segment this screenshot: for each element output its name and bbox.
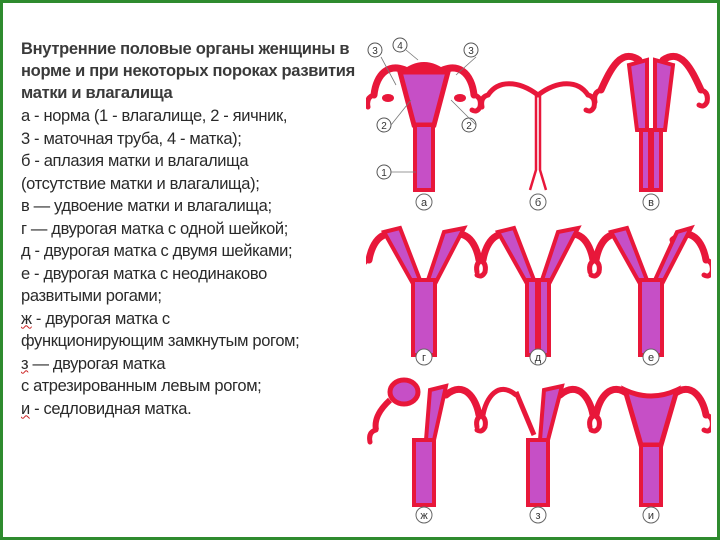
panel-label <box>643 349 659 365</box>
uterus <box>540 386 562 440</box>
uterus-horn-right <box>655 228 691 282</box>
ovary <box>477 415 483 427</box>
ovary <box>454 94 466 102</box>
vagina-aplasia <box>530 95 546 190</box>
panel-i <box>590 389 711 505</box>
legend-line: б - аплазия матки и влагалища <box>21 152 249 170</box>
uterus-saddle <box>625 390 677 445</box>
ovary <box>366 260 369 272</box>
panel-zh <box>370 380 486 505</box>
uterus <box>426 386 446 440</box>
fallopian-tube <box>560 389 593 415</box>
panel-label-letter: г <box>421 352 427 364</box>
panel-v <box>595 56 708 190</box>
callout-marker <box>377 165 391 179</box>
callout-number: 4 <box>397 41 403 52</box>
vagina <box>528 440 548 505</box>
panel-label <box>530 507 546 523</box>
callout-marker <box>464 43 478 57</box>
uterus-horn-left <box>611 228 647 282</box>
ovary <box>477 260 483 272</box>
vagina <box>413 280 435 355</box>
panel-b <box>482 84 595 190</box>
fallopian-tube <box>376 400 390 430</box>
panel-label-letter: е <box>647 352 655 364</box>
callout-number: 2 <box>466 121 472 132</box>
panel-label-letter: а <box>420 197 428 209</box>
legend-line: г — двурогая матка с одной шейкой; <box>21 219 289 238</box>
callout-marker <box>368 43 382 57</box>
uterus-horn-left <box>498 228 534 282</box>
panel-label <box>416 194 432 210</box>
legend-line: и - седловидная матка. <box>21 399 192 418</box>
uterus-left <box>629 60 647 130</box>
title-line: матки и влагалища <box>21 84 173 102</box>
fallopian-tube <box>446 389 479 415</box>
panel-label <box>416 507 432 523</box>
title-line: Внутренние половые органы женщины в <box>21 40 350 58</box>
panel-label-letter: в <box>648 197 654 209</box>
callout-marker <box>377 118 391 132</box>
legend-line: с атрезированным левым рогом; <box>21 377 262 395</box>
title-line: норме и при некоторых пороках развития <box>21 62 355 80</box>
vagina <box>641 130 650 190</box>
panel-label-letter: ж <box>420 510 428 522</box>
vagina <box>527 280 537 355</box>
legend-lines <box>21 105 366 420</box>
vagina <box>539 280 549 355</box>
leader-line <box>406 50 418 60</box>
callout-number: 1 <box>381 168 387 179</box>
panel-label-letter: д <box>534 352 542 364</box>
callout-number: 3 <box>468 46 474 57</box>
callout-marker <box>393 38 407 52</box>
uterus-right <box>655 60 673 130</box>
leader-line <box>391 100 411 125</box>
vagina <box>641 445 661 505</box>
legend-line: д - двурогая матка с двумя шейками; <box>21 242 293 260</box>
legend-line: е - двурогая матка с неодинаково <box>21 264 267 283</box>
legend-line: з — двурогая матка <box>21 354 166 373</box>
vagina <box>652 130 661 190</box>
closed-horn <box>390 380 418 404</box>
vagina <box>414 440 434 505</box>
panel-label <box>416 349 432 365</box>
spellcheck-mark: з <box>21 354 29 373</box>
panel-z <box>477 386 600 505</box>
fallopian-tube <box>488 84 538 95</box>
legend-line: (отсутствие матки и влагалища); <box>21 174 260 193</box>
ovary <box>482 95 488 107</box>
uterus-horn-right <box>428 228 464 282</box>
legend-line: а - норма (1 - влагалище, 2 - яичник, <box>21 107 288 125</box>
panel-label-letter: б <box>534 197 542 209</box>
panel-g <box>366 228 485 355</box>
panel-label-letter: и <box>647 510 655 522</box>
ovary <box>370 430 376 442</box>
vagina <box>415 125 433 190</box>
panel-label <box>643 507 659 523</box>
panel-d <box>477 228 600 355</box>
spellcheck-mark: д <box>21 242 31 260</box>
callout-number: 3 <box>372 46 378 57</box>
uterus <box>400 72 448 125</box>
uterus-horn-right <box>542 228 578 282</box>
callout-number: 2 <box>381 121 387 132</box>
panel-label <box>530 349 546 365</box>
ovary <box>590 260 596 272</box>
spellcheck-mark: и <box>21 399 30 418</box>
fallopian-tube <box>538 84 588 95</box>
uterus-horn-left <box>384 228 420 282</box>
legend-line: развитыми рогами; <box>21 287 162 305</box>
legend-line: в — удвоение матки и влагалища; <box>21 197 272 215</box>
spellcheck-mark: ж <box>21 309 32 328</box>
legend-line: функционирующим замкнутым рогом; <box>21 332 300 350</box>
legend-line: 3 - маточная труба, 4 - матка); <box>21 129 242 148</box>
callout-marker <box>462 118 476 132</box>
uterus-anomalies-diagram <box>366 35 711 525</box>
panel-label-letter: з <box>535 510 541 522</box>
ovary <box>382 94 394 102</box>
uterus-fundus <box>400 62 448 72</box>
panel-e <box>590 228 711 355</box>
ovary <box>595 90 601 102</box>
description-text <box>21 38 366 420</box>
atretic-horn <box>516 392 534 435</box>
panel-label <box>643 194 659 210</box>
legend-line: ж - двурогая матка с <box>21 309 170 328</box>
slide-title <box>21 38 366 104</box>
fallopian-tube <box>483 389 516 415</box>
vagina <box>640 280 662 355</box>
panel-label <box>530 194 546 210</box>
ovary <box>368 95 374 107</box>
ovary <box>590 415 596 427</box>
